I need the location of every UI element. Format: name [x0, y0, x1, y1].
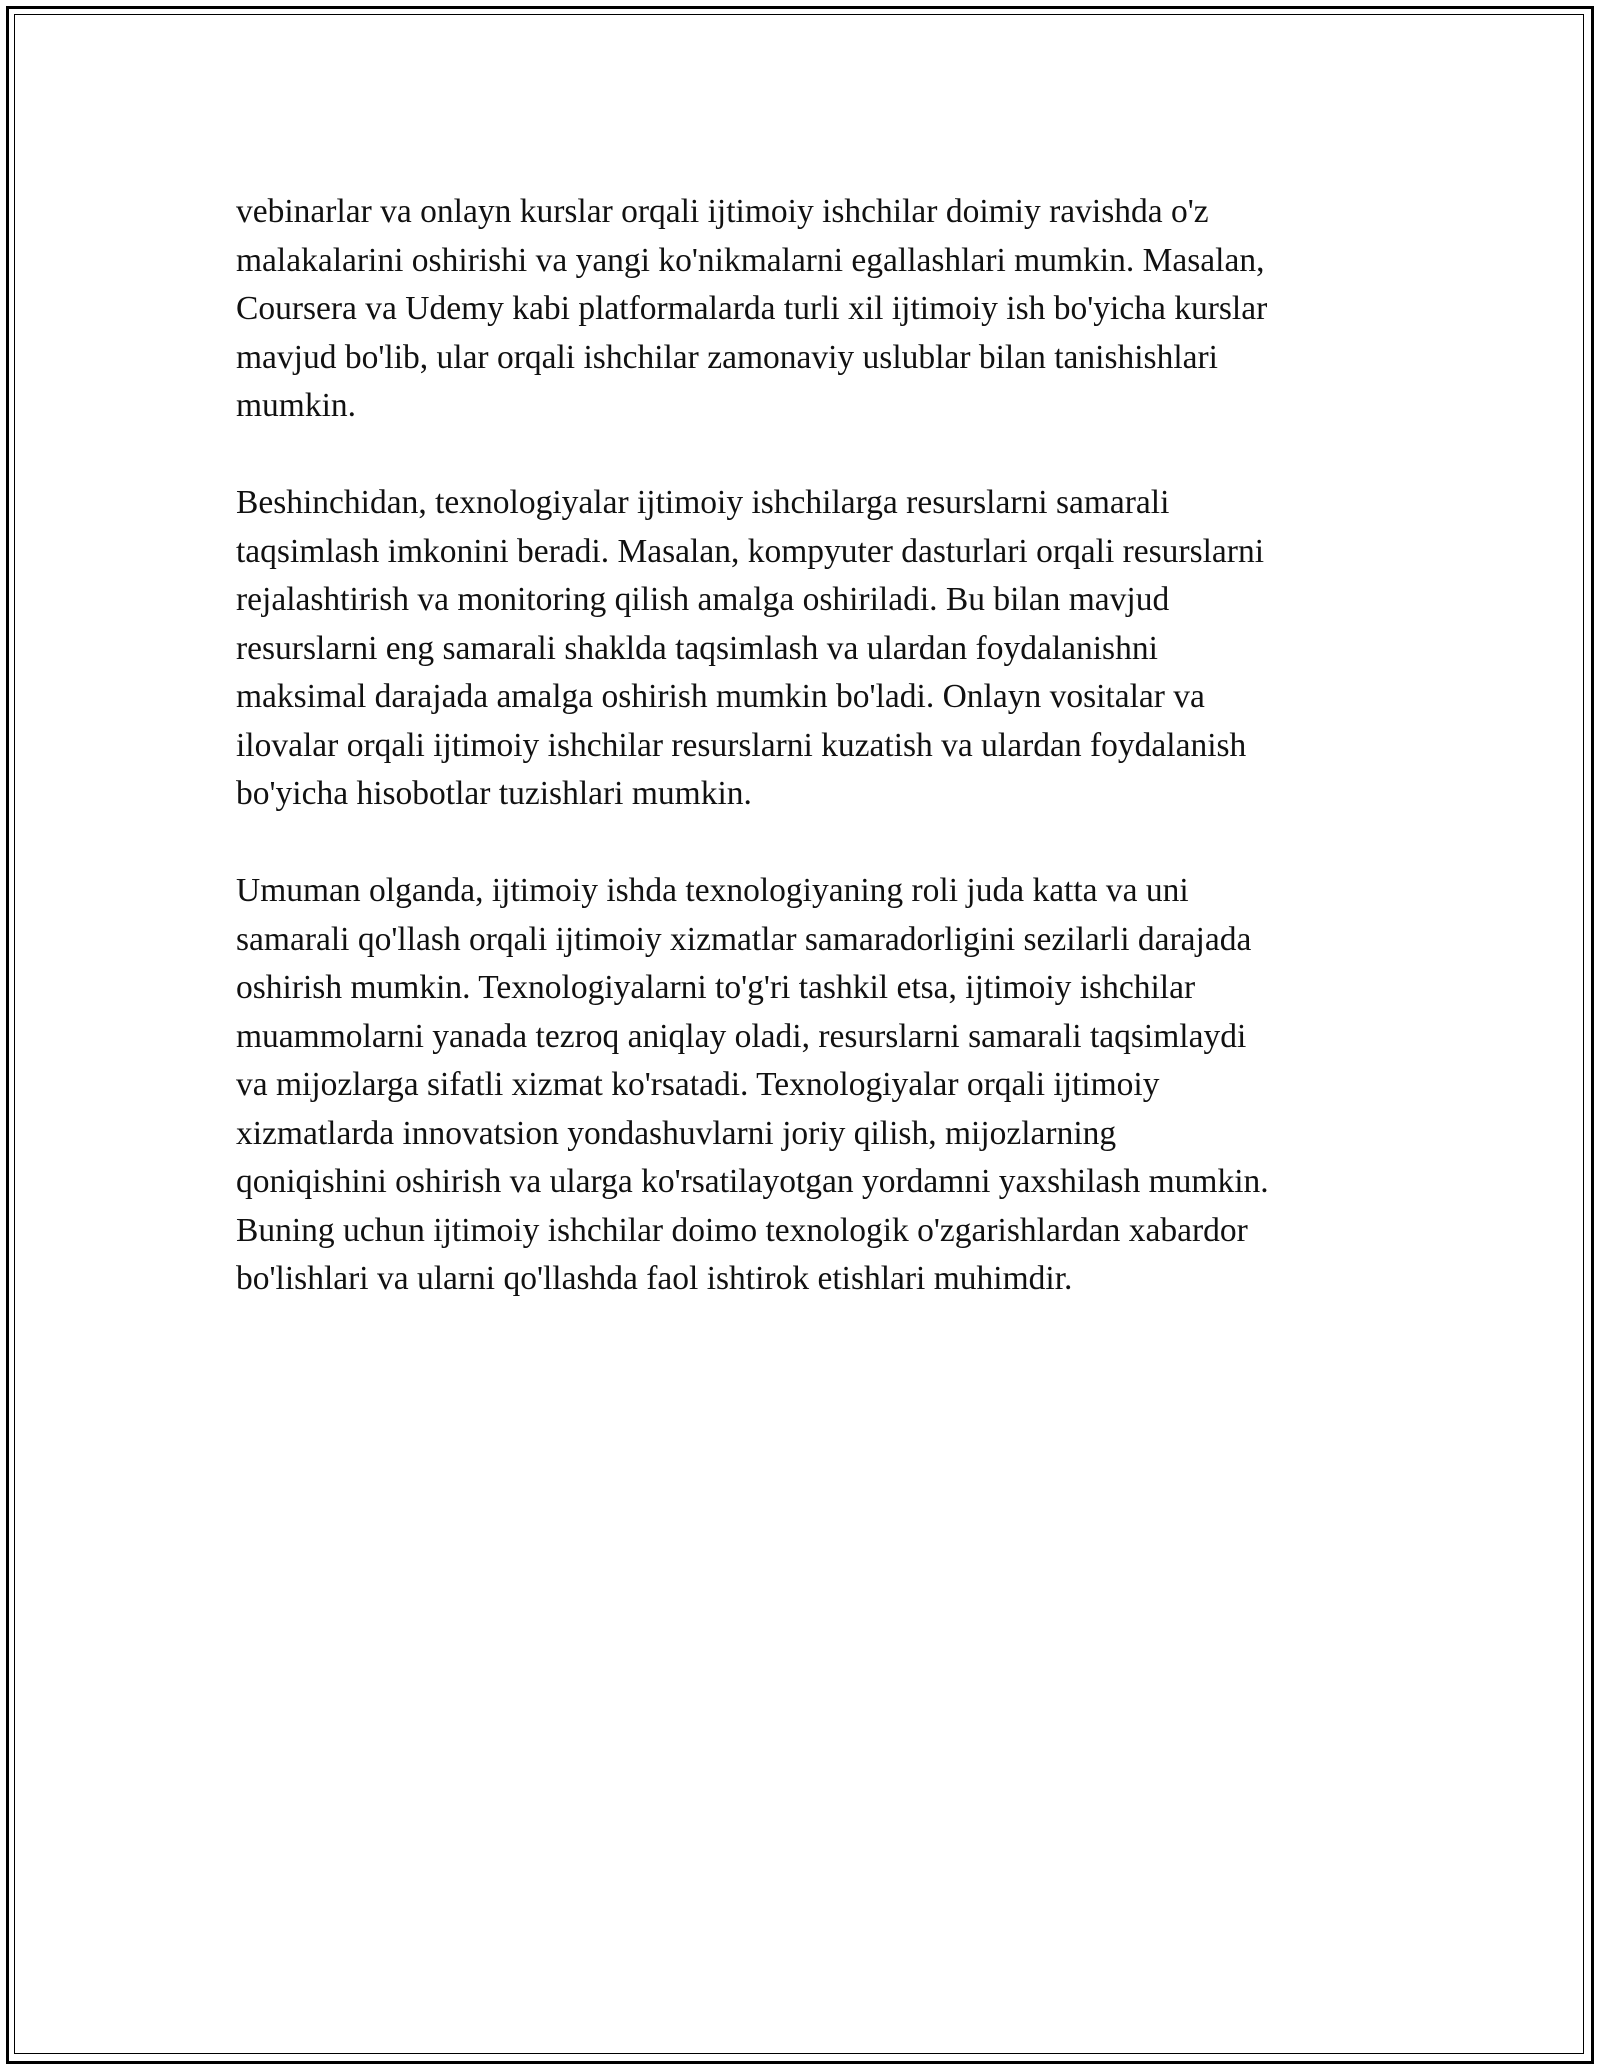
text-line: bo'lishlari va ularni qo'llashda faol ishtirok etishlari muhimdir.: [236, 1260, 1073, 1297]
text-line: taqsimlash imkonini beradi. Masalan, kompyuter dasturlari orqali resurslarni: [236, 532, 1265, 570]
text-line: xizmatlarda innovatsion yondashuvlarni joriy qilish, mijozlarning: [236, 1114, 1117, 1152]
text-line: Beshinchidan, texnologiyalar ijtimoiy ishchilarga resurslarni samarali: [236, 484, 1170, 521]
text-line: ilovalar orqali ijtimoiy ishchilar resurslarni kuzatish va ulardan foydalanish: [236, 726, 1247, 764]
text-line: muammolarni yanada tezroq aniqlay oladi, resurslarni samarali taqsimlaydi: [236, 1017, 1247, 1055]
text-line: qoniqishini oshirish va ularga ko'rsatilayotgan yordamni yaxshilash mumkin.: [236, 1163, 1269, 1200]
text-line: Buning uchun ijtimoiy ishchilar doimo texnologik o'zgarishlardan xabardor: [236, 1211, 1248, 1249]
paragraph-2: [236, 479, 1364, 819]
text-line: mumkin.: [236, 387, 357, 424]
paragraph-1: [236, 188, 1364, 431]
text-line: Umuman olganda, ijtimoiy ishda texnologiyaning roli juda katta va uni: [236, 872, 1189, 909]
text-line: oshirish mumkin. Texnologiyalarni to'g'ri tashkil etsa, ijtimoiy ishchilar: [236, 969, 1196, 1006]
text-line: bo'yicha hisobotlar tuzishlari mumkin.: [236, 775, 752, 812]
text-line: maksimal darajada amalga oshirish mumkin bo'ladi. Onlayn vositalar va: [236, 678, 1205, 715]
text-line: vebinarlar va onlayn kurslar orqali ijtimoiy ishchilar doimiy ravishda o'z: [236, 193, 1209, 230]
text-line: malakalarini oshirishi va yangi ko'nikmalarni egallashlari mumkin. Masalan,: [236, 241, 1265, 279]
text-line: mavjud bo'lib, ular orqali ishchilar zamonaviy uslublar bilan tanishishlari: [236, 338, 1218, 376]
paragraph-3: [236, 867, 1364, 1304]
text-line: va mijozlarga sifatli xizmat ko'rsatadi. Texnologiyalar orqali ijtimoiy: [236, 1066, 1160, 1103]
text-line: resurslarni eng samarali shaklda taqsimlash va ulardan foydalanishni: [236, 629, 1158, 667]
text-line: Coursera va Udemy kabi platformalarda turli xil ijtimoiy ish bo'yicha kurslar: [236, 290, 1268, 327]
text-line: rejalashtirish va monitoring qilish amalga oshiriladi. Bu bilan mavjud: [236, 581, 1170, 618]
text-line: samarali qo'llash orqali ijtimoiy xizmatlar samaradorligini sezilarli darajada: [236, 920, 1252, 958]
document-body: [236, 188, 1364, 1352]
